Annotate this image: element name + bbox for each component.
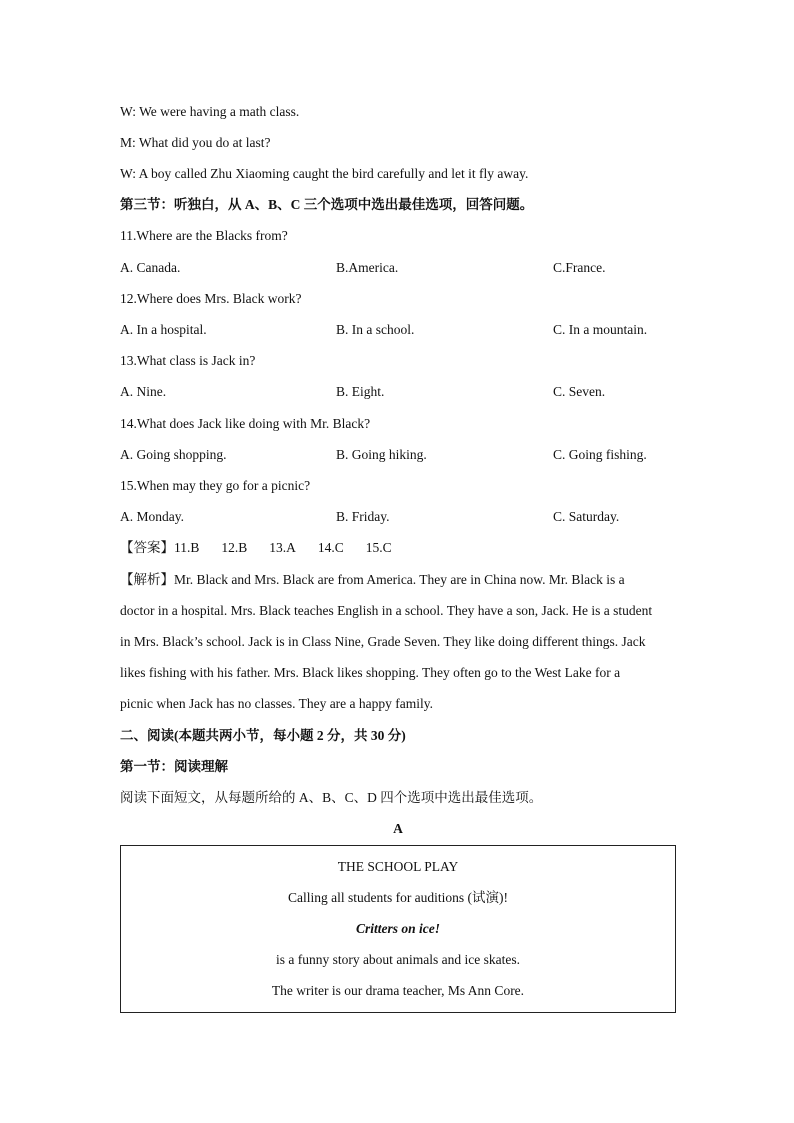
question-14-option-b: B. Going hiking. <box>336 447 427 462</box>
analysis-text: Mr. Black and Mrs. Black are from America. They are in China now. Mr. Black is a <box>174 572 625 587</box>
question-12-option-b: B. In a school. <box>336 322 415 337</box>
answer-label: 【答案】 <box>120 540 174 555</box>
reading-instruction: 阅读下面短文，从每题所给的 A、B、C、D 四个选项中选出最佳选项。 <box>120 790 543 805</box>
analysis-line-2: doctor in a hospital. Mrs. Black teaches English in a school. They have a son, Jack. He is a student <box>120 603 653 618</box>
answer-item: 15.C <box>365 540 392 555</box>
box-title: THE SCHOOL PLAY <box>337 859 459 874</box>
question-13-option-b: B. Eight. <box>336 384 385 399</box>
passage-box <box>120 845 676 1013</box>
answer-item: 13.A <box>269 540 296 555</box>
question-15: 15.When may they go for a picnic? <box>120 478 311 493</box>
box-line-1: Calling all students for auditions (试演)! <box>287 890 509 905</box>
question-15-option-b: B. Friday. <box>336 509 390 524</box>
passage-letter: A <box>393 821 403 836</box>
question-15-option-c: C. Saturday. <box>553 509 620 524</box>
question-14-option-c: C. Going fishing. <box>553 447 647 462</box>
analysis-line-4: likes fishing with his father. Mrs. Black likes shopping. They often go to the West Lake for a <box>120 665 621 680</box>
question-12-option-a: A. In a hospital. <box>120 322 207 337</box>
question-13: 13.What class is Jack in? <box>120 353 256 368</box>
answer-line <box>120 540 414 556</box>
question-15-option-a: A. Monday. <box>120 509 184 524</box>
box-line-4: The writer is our drama teacher, Ms Ann Core. <box>271 983 525 998</box>
answer-item: 14.C <box>317 540 344 555</box>
box-line-2: Critters on ice! <box>355 921 440 936</box>
dialogue-line-1: W: We were having a math class. <box>120 104 300 119</box>
answer-item: 11.B <box>174 540 200 555</box>
question-13-option-a: A. Nine. <box>120 384 167 399</box>
question-11-option-a: A. Canada. <box>120 260 181 275</box>
question-11-option-c: C.France. <box>553 260 606 275</box>
question-12-option-c: C. In a mountain. <box>553 322 648 337</box>
question-11: 11.Where are the Blacks from? <box>120 228 288 243</box>
box-line-3: is a funny story about animals and ice skates. <box>275 952 521 967</box>
analysis-line-5: picnic when Jack has no classes. They are a happy family. <box>120 696 434 711</box>
question-14: 14.What does Jack like doing with Mr. Black? <box>120 416 371 431</box>
analysis-label: 【解析】 <box>120 572 174 587</box>
part2-heading: 二、阅读(本题共两小节，每小题 2 分，共 30 分) <box>120 728 406 743</box>
analysis-line-1 <box>120 572 676 588</box>
question-11-option-b: B.America. <box>336 260 399 275</box>
question-14-option-a: A. Going shopping. <box>120 447 227 462</box>
dialogue-line-2: M: What did you do at last? <box>120 135 271 150</box>
dialogue-line-3: W: A boy called Zhu Xiaoming caught the bird carefully and let it fly away. <box>120 166 529 181</box>
analysis-line-3: in Mrs. Black’s school. Jack is in Class Nine, Grade Seven. They like doing different things. Jack <box>120 634 646 649</box>
question-13-option-c: C. Seven. <box>553 384 606 399</box>
question-12: 12.Where does Mrs. Black work? <box>120 291 302 306</box>
section1-heading: 第一节：阅读理解 <box>120 759 228 774</box>
answer-item: 12.B <box>221 540 248 555</box>
section3-heading: 第三节：听独白，从 A、B、C 三个选项中选出最佳选项，回答问题。 <box>120 197 534 212</box>
